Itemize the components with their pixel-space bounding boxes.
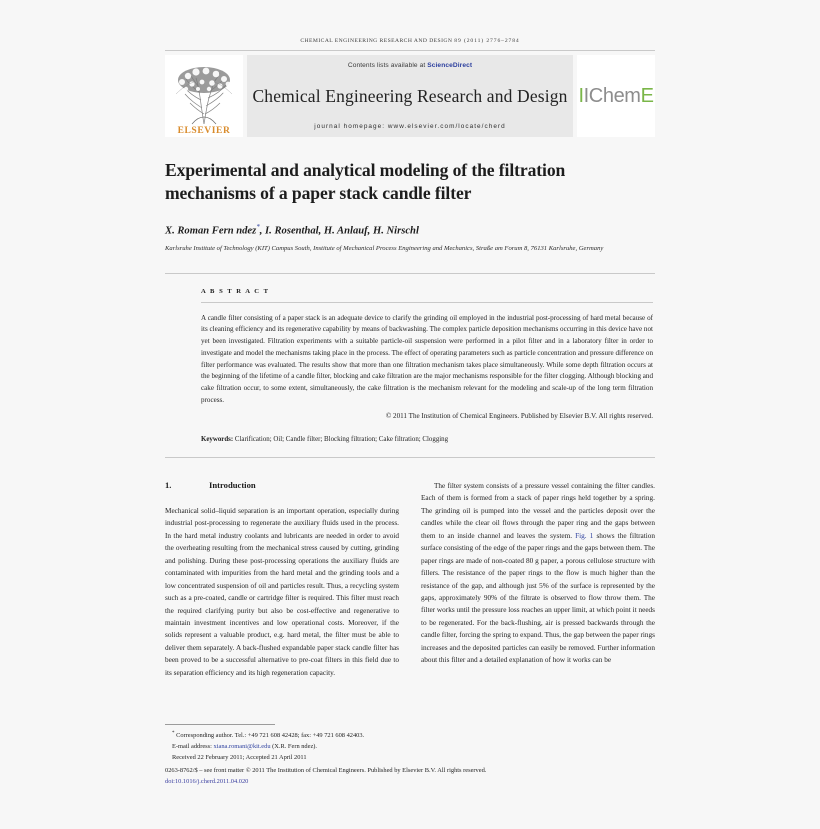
- keywords-label: Keywords:: [201, 435, 234, 443]
- running-head: [165, 20, 655, 44]
- keywords: [201, 436, 653, 443]
- journal-title: Chemical Engineering Research and Design: [252, 85, 568, 106]
- icheme-logo: [577, 55, 655, 137]
- running-head-journal: CHEMICAL ENGINEERING RESEARCH AND DESIGN: [300, 38, 453, 44]
- affiliation: Karlsruhe Institute of Technology (KIT) Campus South, Institute of Mechanical Process Engineering and Mechanics, Straße am Forum 8, 76131 Karlsruhe, Germany: [165, 244, 604, 252]
- journal-homepage[interactable]: journal homepage: www.elsevier.com/locate/cherd: [314, 123, 506, 130]
- abstract-divider: [201, 302, 653, 303]
- article-sheet: [165, 20, 655, 810]
- received-dates: Received 22 February 2011; Accepted 21 April 2011: [172, 754, 307, 762]
- paragraph-right-part1: The filter system consists of a pressure vessel containing the filter candles. Each of them is formed from a stack of paper rings held together by a spring. The grinding oil is pumped into the vessel and the particles deposit over the candles while the clear oil flows through the paper ring and the gaps between them to an inside channel and leaves the system.: [421, 481, 655, 540]
- corresponding-author-text: Corresponding author. Tel.: +49 721 608 42428; fax: +49 721 608 42403.: [174, 732, 365, 740]
- elsevier-logo: [165, 55, 243, 137]
- section-title: Introduction: [209, 479, 256, 490]
- elsevier-tree-icon: [168, 64, 240, 126]
- body-columns: [165, 480, 655, 680]
- footnote-divider: [165, 724, 275, 725]
- abstract-bottom-divider: [165, 457, 655, 458]
- page-title: Experimental and analytical modeling of the filtration mechanisms of a paper stack candle filter: [165, 160, 566, 204]
- issn-copyright: 0263-8762/$ – see front matter © 2011 The Institution of Chemical Engineers. Published by Elsevier B.V. All rights reserved.: [165, 767, 487, 775]
- author-corresponding: X. Roman Fern ndez: [165, 225, 257, 237]
- paragraph-intro-left: Mechanical solid–liquid separation is an important operation, especially during industrial post-processing to regenerate the auxiliary fluids used in the process. In the hard metal industry coolants and lubricants are needed in order to avoid the overheating resulting from the mechanical stress caused by cutting, grinding and polishing. During these post-processing operations the auxiliary fluids are contaminated with impurities from the hard metal and the grinding tools and a low concentrated suspension of oil and particles result. Thus, a recycling system such as a pre-coated, candle or cartridge filter is required. This filter must reach the required clarifying purity but also be cost-effective and regenerative to maintain investment incentives and low operational costs. Moreover, if the solids represent a valuable product, e.g. hard metal, the filter must be able to deliver them separately. A back-flushed expandable paper stack candle filter has been proved to be a successful alternative to pre-coat filters in this field due to its separation efficiency and its high regeneration capacity.: [165, 506, 399, 677]
- doi-link[interactable]: doi:10.1016/j.cherd.2011.04.020: [165, 778, 249, 786]
- running-head-volume: 89 (2011) 2776–2784: [454, 38, 520, 44]
- author-others: , I. Rosenthal, H. Anlauf, H. Nirschl: [259, 225, 419, 237]
- header-divider: [165, 50, 655, 51]
- abstract-text: A candle filter consisting of a paper stack is an adequate device to clarify the grinding oil employed in the industrial post-processing of hard metal because of its cleaning efficiency and its regenerative capability by means of backwashing. The complex particle deposition mechanisms occurring in this device have not yet been investigated. Filtration experiments with a suitable particle-oil suspension were performed in a pilot filter and in a laboratory filter in order to investigate and model the mechanisms taking place in the process. The effect of operating parameters such as particle concentration and pressure difference on filter performance was evaluated. The results show that more than one filtration mechanism takes place simultaneously. While some depth filtration occurs at the beginning of the lifetime of a candle filter, blocking and cake filtration are the major mechanisms responsible for the filter clogging. Although blocking and cake filtration occur, to some extent, simultaneously, the cake filtration is the mechanism relevant for the modeling and scale-up of the long term filtration process.: [201, 313, 654, 404]
- figure-1-link[interactable]: Fig. 1: [575, 531, 594, 540]
- paragraph-right-part2: shows the filtration surface consisting of the edge of the paper rings and the gaps between them. The paper rings are made of non-coated 80 g paper, a porous cellulose structure with fillers. The resistance of the paper rings to the flow is much higher than the resistance of the gap, and although just 5% of the surface is represented by the gaps, approximately 90% of the filtrate is observed to flow throw them. The filter works until the pressure loss reaches an upper limit, at which point it needs to be regenerated. For the back-flushing, air is pressed backwards through the candle filter, forcing the spring to expand. Thus, the gap between the paper rings increases and the deposited particles can easily be removed. Further information about this filter and a detailed explanation of how it works can be: [421, 531, 656, 665]
- icheme-bar-left: I: [578, 84, 584, 107]
- contents-prefix: Contents lists available at: [347, 62, 428, 69]
- section-heading-introduction: [165, 480, 399, 490]
- journal-banner: [165, 55, 655, 137]
- elsevier-wordmark: ELSEVIER: [177, 126, 231, 136]
- section-number: 1.: [165, 479, 172, 490]
- footer-block: [165, 724, 655, 788]
- paragraph-intro-right: [421, 480, 655, 667]
- keywords-value: Clarification; Oil; Candle filter; Blocking filtration; Cake filtration; Clogging: [234, 435, 449, 443]
- email-label: E-mail address:: [172, 743, 214, 751]
- contents-line: [348, 62, 472, 69]
- email-suffix: (X.R. Fern ndez).: [270, 743, 318, 751]
- sciencedirect-link[interactable]: ScienceDirect: [427, 62, 473, 69]
- icheme-wordmark: [578, 85, 653, 108]
- corresponding-marker[interactable]: *: [256, 223, 260, 232]
- abstract-copyright: © 2011 The Institution of Chemical Engineers. Published by Elsevier B.V. All rights reserved.: [385, 411, 653, 420]
- email-note: [165, 741, 655, 752]
- corresponding-author-note: [165, 730, 655, 741]
- column-left: [165, 480, 399, 680]
- icheme-bar-right: E: [640, 84, 654, 107]
- footnote-marker: *: [172, 731, 175, 737]
- icheme-text: IChem: [583, 84, 641, 107]
- email-link[interactable]: xiana.romani@kit.edu: [213, 743, 271, 751]
- journal-banner-center: [247, 55, 573, 137]
- abstract-heading: A B S T R A C T: [201, 287, 270, 295]
- author-list: [165, 223, 655, 237]
- column-right: [421, 480, 655, 680]
- abstract-section: [165, 273, 655, 458]
